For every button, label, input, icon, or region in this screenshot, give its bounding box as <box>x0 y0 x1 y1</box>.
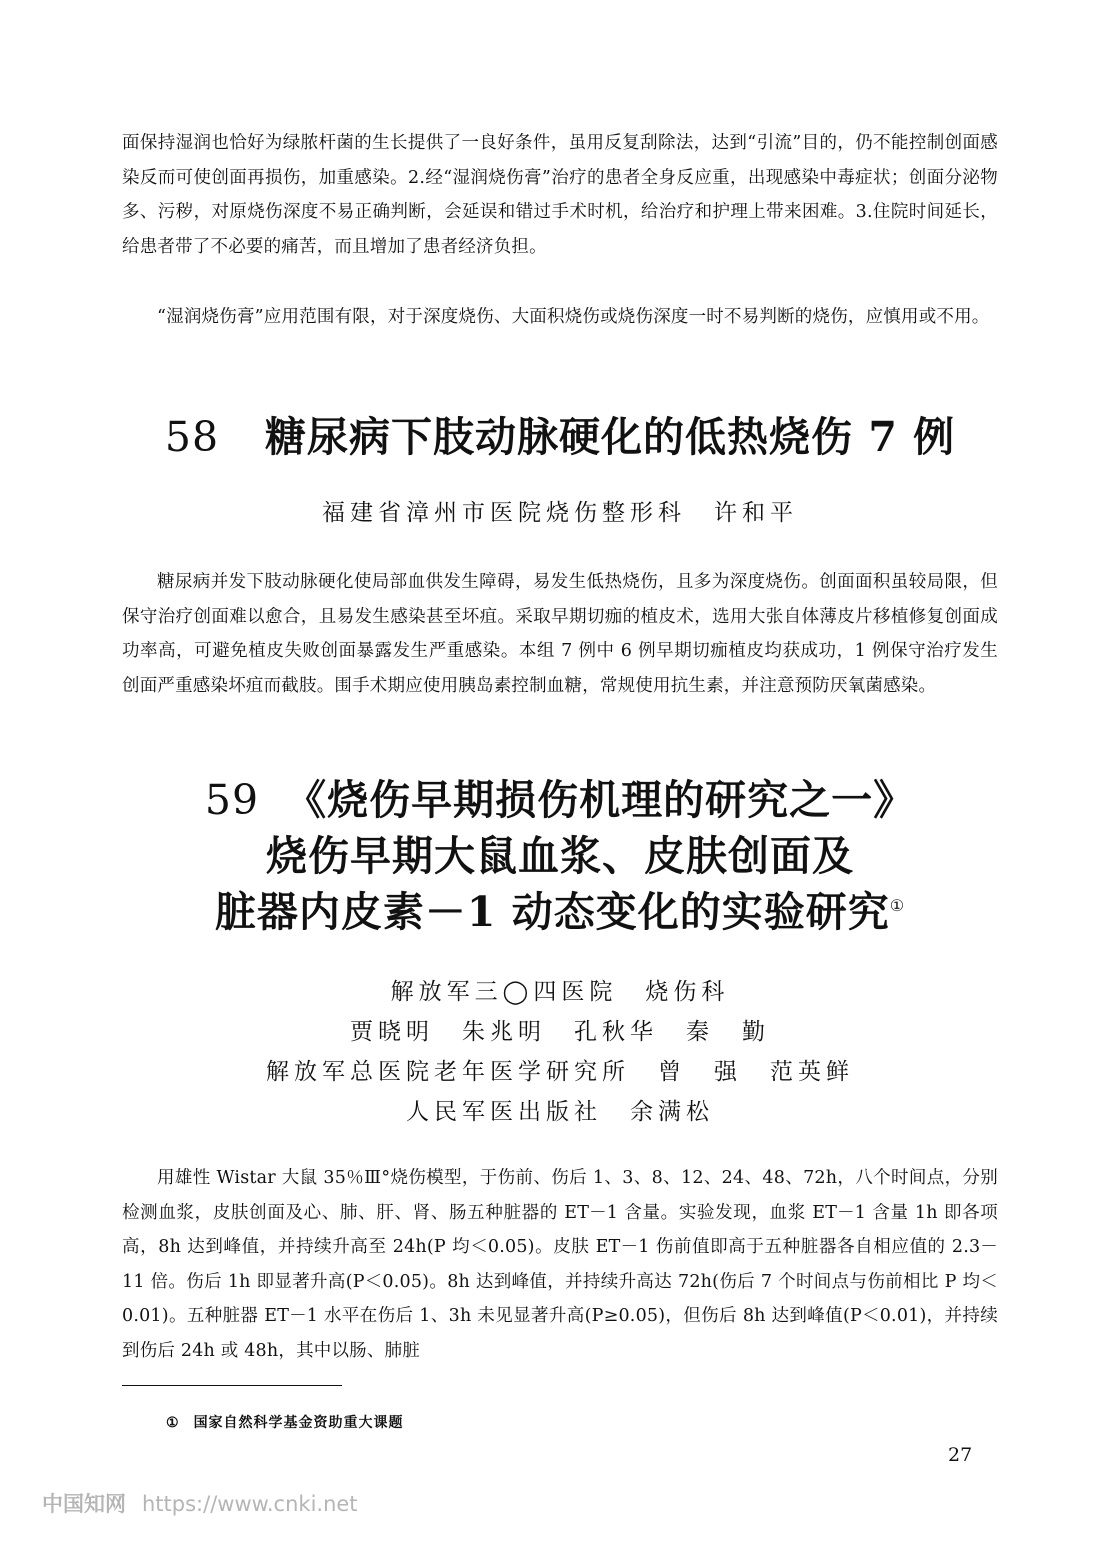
author-line: 贾晓明 朱兆明 孔秋华 秦 勤 <box>350 1019 770 1045</box>
article-59-body: 用雄性 Wistar 大鼠 35％Ⅲ°烧伤模型，于伤前、伤后 1、3、8、12、24、48、72h，八个时间点，分别检测血浆，皮肤创面及心、肺、肝、肾、肠五种脏器的 ET－1 含量。实验发现，血浆 ET－1 含量 1h 即各项高，8h 达到峰值，并持续升高至 24h(P 均＜0.05)。皮肤 ET－1 伤前值即高于五种脏器各自相应值的 2.3－11 倍。伤后 1h 即显著升高(P＜0.05)。8h 达到峰值，并持续升高达 72h(伤后 7 个时间点与伤前相比 P 均＜0.01)。五种脏器 ET－1 水平在伤后 1、3h 未见显著升高(P≥0.05)，但伤后 8h 达到峰值(P＜0.01)，并持续到伤后 24h 或 48h，其中以肠、肺脏 <box>122 1168 998 1361</box>
article-59-title <box>0 772 1120 940</box>
article-58-author: 福建省漳州市医院烧伤整形科 许和平 <box>322 500 798 526</box>
page-number: 27 <box>948 1444 973 1466</box>
cnki-url[interactable]: https://www.cnki.net <box>142 1492 358 1516</box>
footnote-mark: ① <box>166 1415 180 1431</box>
footnote-divider <box>122 1385 342 1386</box>
author-line: 解放军三◯四医院 烧伤科 <box>390 979 730 1005</box>
article-59-title-line-1: 59 《烧伤早期损伤机理的研究之一》 <box>204 776 916 824</box>
footnote <box>166 1412 404 1432</box>
article-58-body: 糖尿病并发下肢动脉硬化使局部血供发生障碍，易发生低热烧伤，且多为深度烧伤。创面面积虽较局限，但保守治疗创面难以愈合，且易发生感染甚至坏疽。采取早期切痂的植皮术，选用大张自体薄皮片移植修复创面成功率高，可避免植皮失败创面暴露发生严重感染。本组 7 例中 6 例早期切痂植皮均获成功，1 例保守治疗发生创面严重感染坏疽而截肢。围手术期应使用胰岛素控制血糖，常规使用抗生素，并注意预防厌氧菌感染。 <box>122 572 998 696</box>
top-paragraph-2: “湿润烧伤膏”应用范围有限，对于深度烧伤、大面积烧伤或烧伤深度一时不易判断的烧伤，应慎用或不用。 <box>157 307 990 327</box>
cnki-brand: 中国知网 <box>42 1492 126 1516</box>
footnote-text: 国家自然科学基金资助重大课题 <box>193 1415 404 1431</box>
article-58-number: 58 <box>164 413 220 461</box>
footnote-marker: ① <box>889 896 906 915</box>
author-line: 人民军医出版社 余满松 <box>406 1099 714 1125</box>
article-58-title-text: 糖尿病下肢动脉硬化的低热烧伤 7 例 <box>265 413 956 461</box>
article-59-title-line-2: 烧伤早期大鼠血浆、皮肤创面及 <box>266 832 854 880</box>
cnki-watermark <box>42 1488 358 1518</box>
article-59-number: 59 <box>204 776 260 824</box>
author-line: 解放军总医院老年医学研究所 曾 强 范英鲜 <box>266 1059 854 1085</box>
article-59-authors <box>0 972 1120 1132</box>
article-59-title-line-3: 脏器内皮素－1 动态变化的实验研究① <box>214 888 906 936</box>
article-58-title <box>0 404 1120 463</box>
top-paragraph-1: 面保持湿润也恰好为绿脓杆菌的生长提供了一良好条件，虽用反复刮除法，达到“引流”目的，仍不能控制创面感染反而可使创面再损伤，加重感染。2.经“湿润烧伤膏”治疗的患者全身反应重，出现感染中毒症状；创面分泌物多、污秽，对原烧伤深度不易正确判断，会延误和错过手术时机，给治疗和护理上带来困难。3.住院时间延长，给患者带了不必要的痛苦，而且增加了患者经济负担。 <box>122 133 998 257</box>
